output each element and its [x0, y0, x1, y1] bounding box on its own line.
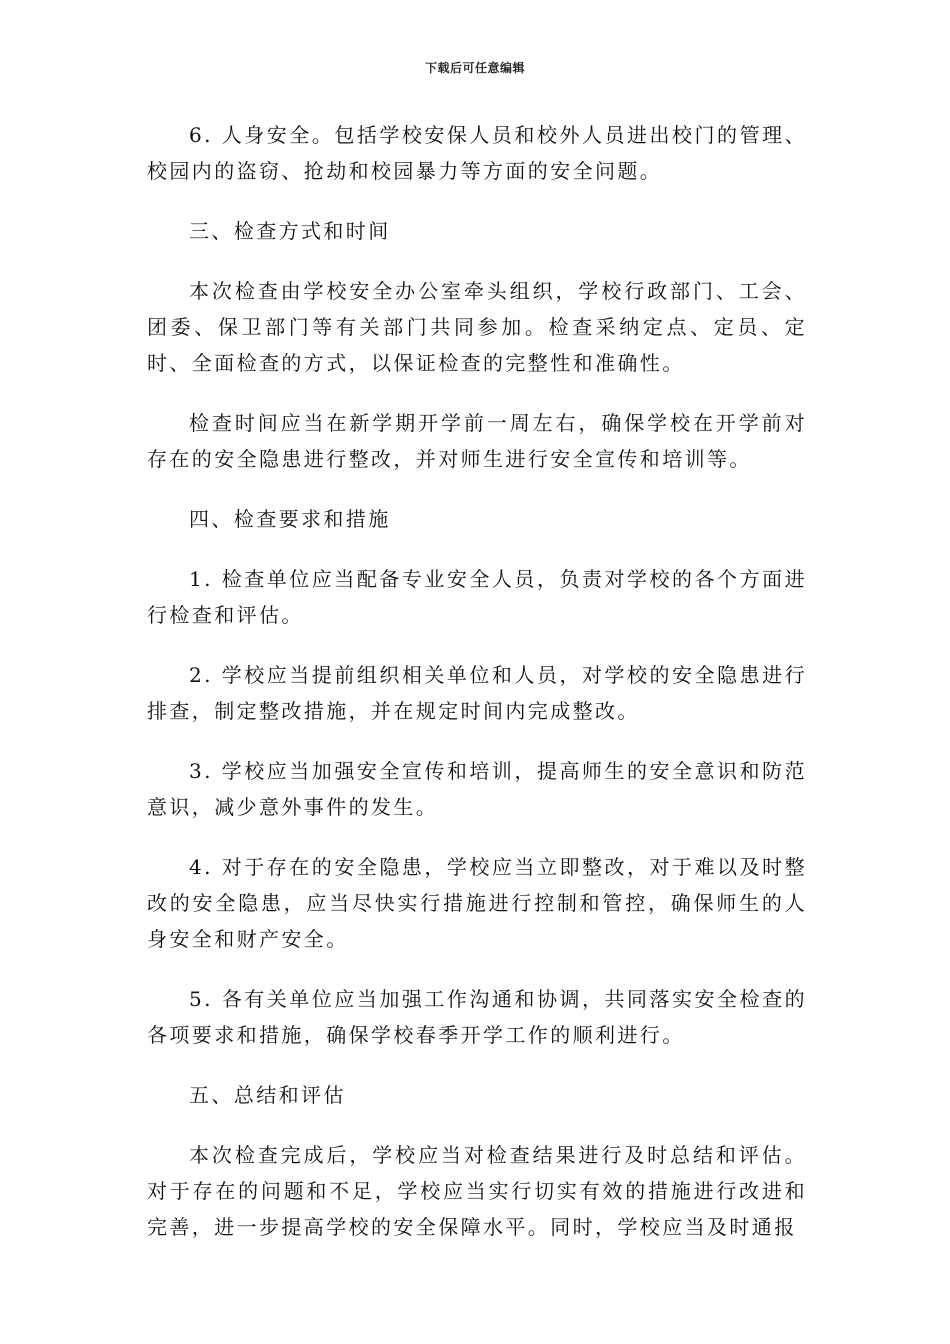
section-heading-summary: 五、总结和评估	[189, 1083, 346, 1107]
section-heading-inspection-method: 三、检查方式和时间	[189, 219, 391, 243]
paragraph-summary: 本次检查完成后，学校应当对检查结果进行及时总结和评估。对于存在的问题和不足，学校应当实行切实有效的措施进行改进和完善，进一步提高学校的安全保障水平。同时，学校应当及时通报	[147, 1143, 807, 1239]
paragraph-personal-safety: 6. 人身安全。包括学校安保人员和校外人员进出校门的管理、校园内的盗窃、抢劫和校园暴力等方面的安全问题。	[147, 123, 807, 183]
paragraph-requirement-1: 1. 检查单位应当配备专业安全人员，负责对学校的各个方面进行检查和评估。	[147, 567, 807, 627]
page-header: 下载后可任意编辑	[424, 61, 525, 75]
section-heading-requirements: 四、检查要求和措施	[189, 507, 391, 531]
paragraph-inspection-organization: 本次检查由学校安全办公室牵头组织，学校行政部门、工会、团委、保卫部门等有关部门共同参加。检查采纳定点、定员、定时、全面检查的方式，以保证检查的完整性和准确性。	[147, 279, 807, 375]
document-body	[147, 117, 807, 1269]
paragraph-requirement-3: 3. 学校应当加强安全宣传和培训，提高师生的安全意识和防范意识，减少意外事件的发生。	[147, 759, 807, 819]
paragraph-requirement-5: 5. 各有关单位应当加强工作沟通和协调，共同落实安全检查的各项要求和措施，确保学校春季开学工作的顺利进行。	[147, 987, 807, 1047]
paragraph-requirement-2: 2. 学校应当提前组织相关单位和人员，对学校的安全隐患进行排查，制定整改措施，并在规定时间内完成整改。	[147, 663, 807, 723]
paragraph-inspection-time: 检查时间应当在新学期开学前一周左右，确保学校在开学前对存在的安全隐患进行整改，并对师生进行安全宣传和培训等。	[147, 411, 807, 471]
paragraph-requirement-4: 4. 对于存在的安全隐患，学校应当立即整改，对于难以及时整改的安全隐患，应当尽快实行措施进行控制和管控，确保师生的人身安全和财产安全。	[147, 855, 807, 951]
